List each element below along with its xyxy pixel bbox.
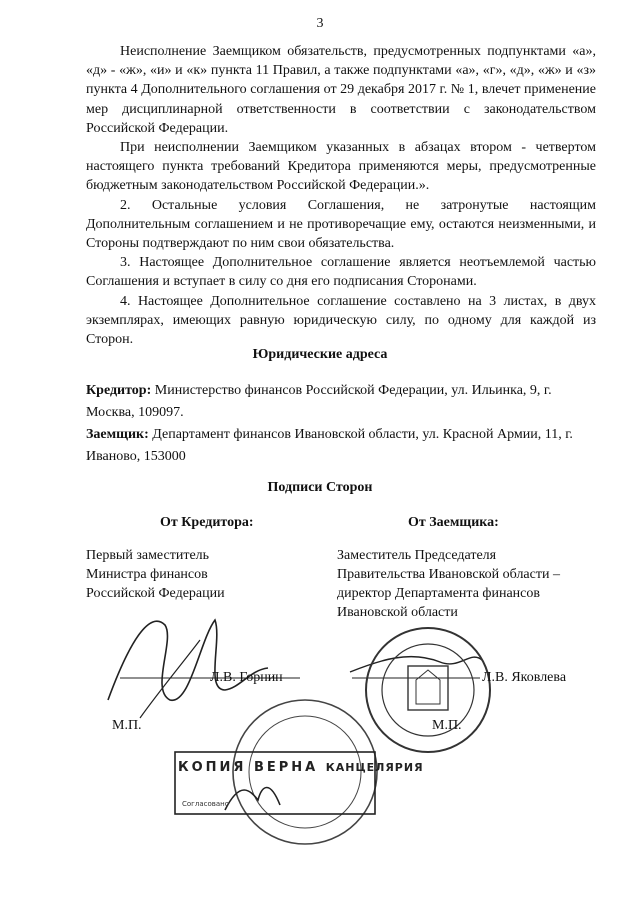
page-number: 3	[316, 16, 324, 31]
borrower-position-line: Ивановской области	[337, 605, 458, 620]
creditor-signature	[108, 620, 268, 700]
creditor-position-line: Первый заместитель	[86, 548, 210, 563]
borrower-label: Заемщик:	[86, 427, 149, 442]
creditor-mp: М.П.	[112, 718, 142, 733]
signatures-heading: Подписи Сторон	[267, 480, 373, 495]
borrower-mp: М.П.	[432, 718, 462, 733]
paragraph-5: 4. Настоящее Дополнительное соглашение составлено на 3 листах, в двух экземплярах, имеющих равную юридическую силу, по одному для каждой из Сторон.	[86, 293, 596, 348]
paragraph-1: Неисполнение Заемщиком обязательств, предусмотренных подпунктами «а», «д» - «ж», «и» и «к» пункта 11 Правил, а также подпунктами «а», «г», «д», «ж» и «з» пункта 4 Дополнительного соглашения от 29 декабря 2017 г. № 1, влечет применение мер дисциплинарной ответственности в соответствии с законодательством Российской Федерации.	[86, 44, 596, 136]
chancellery-label: КАНЦЕЛЯРИЯ	[325, 761, 424, 774]
copy-stamp-small-text: Согласовано	[182, 800, 230, 808]
borrower-position-line: Заместитель Председателя	[337, 548, 497, 563]
copy-stamp-label: КОПИЯ ВЕРНА	[178, 760, 319, 775]
creditor-signatory-name: Л.В. Горнин	[210, 670, 283, 685]
department-seal	[366, 628, 490, 752]
creditor-position-line: Министра финансов	[86, 567, 208, 582]
borrower-position-line: Правительства Ивановской области –	[337, 567, 560, 582]
creditor-title: От Кредитора:	[160, 515, 254, 530]
paragraph-3: 2. Остальные условия Соглашения, не затронутые настоящим Дополнительным соглашением и не противоречащие ему, остаются неизменными, и Стороны подтверждают по ним свои обязательства.	[86, 197, 596, 252]
copy-stamp-text	[178, 760, 424, 775]
addresses-heading: Юридические адреса	[252, 347, 388, 362]
creditor-address-text: Министерство финансов Российской Федерации, ул. Ильинка, 9, г. Москва, 109097.	[86, 383, 552, 420]
paragraph-4: 3. Настоящее Дополнительное соглашение является неотъемлемой частью Соглашения и вступает в силу со дня его подписания Сторонами.	[86, 255, 596, 290]
borrower-address-text: Департамент финансов Ивановской области, ул. Красной Армии, 11, г. Иваново, 153000	[86, 427, 573, 464]
borrower-position-line: директор Департамента финансов	[337, 586, 540, 601]
borrower-signatory-name: Л.В. Яковлева	[482, 670, 567, 685]
creditor-position-line: Российской Федерации	[86, 586, 225, 601]
borrower-title: От Заемщика:	[408, 515, 499, 530]
creditor-label: Кредитор:	[86, 383, 152, 398]
paragraph-2: При неисполнении Заемщиком указанных в абзацах втором - четвертом настоящего пункта требований Кредитора применяются меры, предусмотренные бюджетным законодательством Российской Федерации.».	[86, 140, 596, 194]
